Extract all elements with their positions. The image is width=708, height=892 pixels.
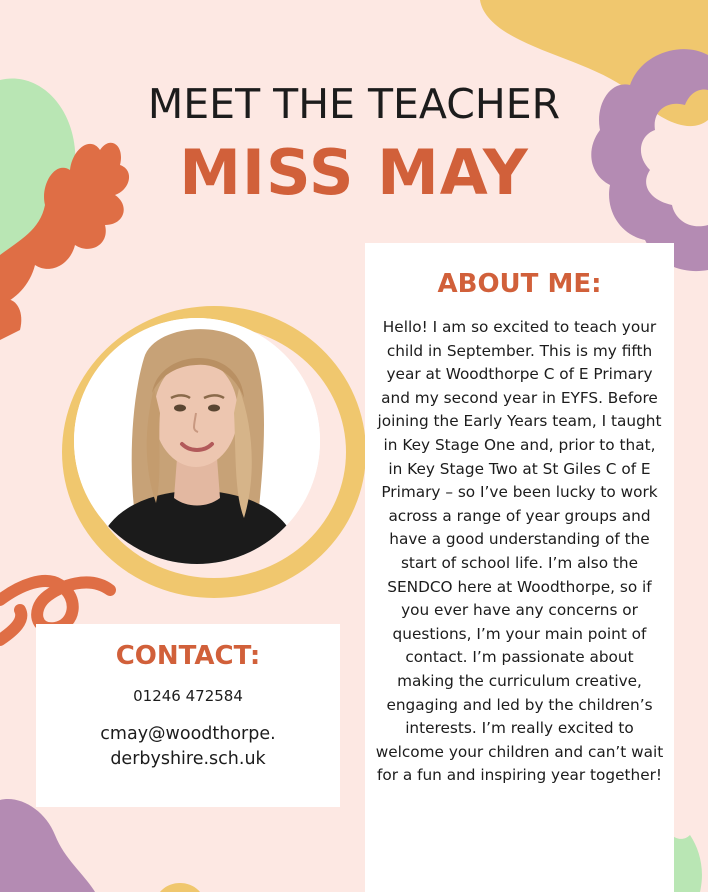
teacher-name: MISS MAY (179, 136, 529, 209)
yellow-blob-shape (160, 883, 200, 892)
orange-leaf-shape (0, 299, 21, 340)
about-me-text: Hello! I am so excited to teach your child in September. This is my fifth year at Woodthorpe C of E Primary and my second year in EYFS. Before joining the Early Years team, I taught in Key Stage One and, prior to that, in Key Stage Two at St Giles C of E Primary – so I’ve been lucky to work across a range of year groups and have a good understanding of the start of school life. I’m also the SENDCO here at Woodthorpe, so if you ever have any concerns or questions, I’m your main point of contact. I’m passionate about making the curriculum creative, engaging and led by the children’s interests. I’m really excited to welcome your children and can’t wait for a fun and inspiring year together! (375, 318, 664, 785)
orange-squiggle-shape (0, 610, 21, 640)
purple-blob-shape (0, 799, 95, 892)
about-me-heading: ABOUT ME: (437, 269, 602, 299)
poster-title: MEET THE TEACHER (147, 80, 561, 128)
about-me-card (365, 243, 674, 892)
contact-phone: 01246 472584 (133, 687, 243, 705)
teacher-portrait-image (74, 318, 320, 564)
contact-heading: CONTACT: (115, 641, 261, 671)
contact-card (36, 624, 340, 807)
contact-email[interactable]: cmay@woodthorpe.derbyshire.sch.uk (100, 724, 276, 769)
teacher-photo (74, 318, 320, 564)
